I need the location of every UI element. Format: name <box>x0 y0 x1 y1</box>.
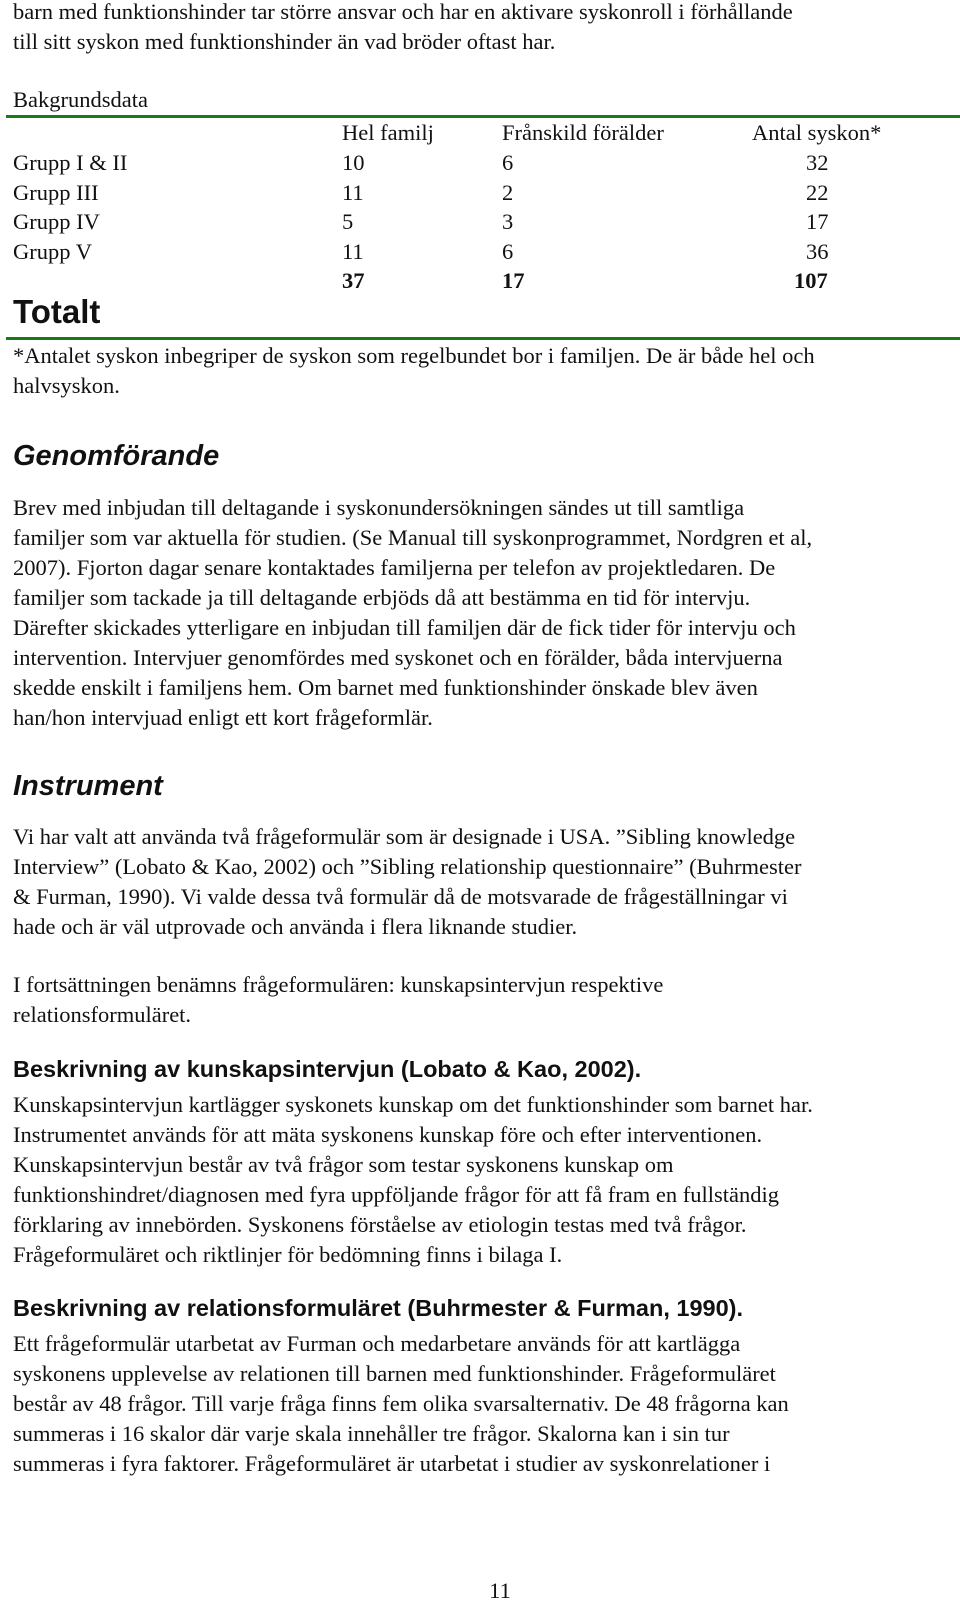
text-line: Vi har valt att använda två frågeformulär som är designade i USA. ”Sibling knowledge <box>13 824 796 849</box>
text-line: halvsyskon. <box>13 373 120 398</box>
column-header-franskild-foralder: Frånskild förälder <box>502 120 664 145</box>
text-line: hade och är väl utprovade och använda i flera liknande studier. <box>13 914 578 939</box>
column-header-antal-syskon: Antal syskon* <box>752 120 882 145</box>
text-line: Interview” (Lobato & Kao, 2002) och ”Sibling relationship questionnaire” (Buhrmester <box>13 854 802 879</box>
row-label: Grupp I & II <box>13 150 128 175</box>
cell-hel-familj: 11 <box>342 180 364 205</box>
text-line: Instrumentet används för att mäta syskonens kunskap före och efter interventionen. <box>13 1122 763 1147</box>
text-line: *Antalet syskon inbegriper de syskon som regelbundet bor i familjen. De är både hel och <box>13 343 815 368</box>
total-hel-familj: 37 <box>342 268 365 293</box>
cell-hel-familj: 11 <box>342 239 364 264</box>
text-line: Ett frågeformulär utarbetat av Furman och medarbetare används för att kartlägga <box>13 1331 741 1356</box>
table-footnote <box>13 341 948 401</box>
table-bottom-rule <box>6 337 960 340</box>
cell-franskild: 3 <box>502 209 514 234</box>
instrument-paragraph-1 <box>13 822 948 942</box>
cell-franskild: 6 <box>502 239 514 264</box>
text-line: funktionshindret/diagnosen med fyra uppföljande frågor för att få fram en fullständig <box>13 1182 780 1207</box>
cell-antal: 32 <box>806 150 829 175</box>
text-line: barn med funktionshinder tar större ansvar och har en aktivare syskonroll i förhållande <box>13 0 793 24</box>
text-line: familjer som tackade ja till deltagande erbjöds då att bestämma en tid för intervju. <box>13 585 751 610</box>
background-data-table <box>0 85 960 350</box>
table-title: Bakgrundsdata <box>13 87 148 112</box>
text-line: består av 48 frågor. Till varje fråga finns fem olika svarsalternativ. De 48 frågorna kan <box>13 1391 789 1416</box>
text-line: summeras i fyra faktorer. Frågeformuläret är utarbetat i studier av syskonrelationer i <box>13 1451 771 1476</box>
text-line: familjer som var aktuella för studien. (Se Manual till syskonprogrammet, Nordgren et al, <box>13 525 813 550</box>
text-line: Därefter skickades ytterligare en inbjudan till familjen där de fick tider för intervju och <box>13 615 796 640</box>
cell-antal: 22 <box>806 180 829 205</box>
total-antal: 107 <box>794 268 828 293</box>
text-line: syskonens upplevelse av relationen till barnen med funktionshinder. Frågeformuläret <box>13 1361 776 1386</box>
total-franskild: 17 <box>502 268 525 293</box>
text-line: Brev med inbjudan till deltagande i syskonundersökningen sändes ut till samtliga <box>13 495 745 520</box>
cell-antal: 36 <box>806 239 829 264</box>
relation-paragraph <box>13 1329 948 1479</box>
genomforande-paragraph <box>13 493 948 733</box>
cell-antal: 17 <box>806 209 829 234</box>
text-line: 2007). Fjorton dagar senare kontaktades familjerna per telefon av projektledaren. De <box>13 555 776 580</box>
text-line: till sitt syskon med funktionshinder än vad bröder oftast har. <box>13 29 556 54</box>
kunskap-paragraph <box>13 1090 948 1270</box>
total-label: Totalt <box>13 293 101 330</box>
cell-franskild: 2 <box>502 180 514 205</box>
row-label: Grupp III <box>13 180 99 205</box>
column-header-hel-familj: Hel familj <box>342 120 434 145</box>
cell-hel-familj: 10 <box>342 150 365 175</box>
text-line: han/hon intervjuad enligt ett kort frågeformlär. <box>13 705 433 730</box>
instrument-paragraph-2 <box>13 970 948 1030</box>
cell-hel-familj: 5 <box>342 209 354 234</box>
text-line: I fortsättningen benämns frågeformulären: kunskapsintervjun respektive <box>13 972 664 997</box>
text-line: summeras i 16 skalor där varje skala innehåller tre frågor. Skalorna kan i sin tur <box>13 1421 730 1446</box>
text-line: förklaring av innebörden. Syskonens förståelse av etiologin testas med två frågor. <box>13 1212 747 1237</box>
text-line: relationsformuläret. <box>13 1002 192 1027</box>
text-line: intervention. Intervjuer genomfördes med syskonet och en förälder, båda intervjuerna <box>13 645 783 670</box>
text-line: Kunskapsintervjun består av två frågor som testar syskonens kunskap om <box>13 1152 674 1177</box>
section-heading-genomforande: Genomförande <box>13 440 220 472</box>
row-label: Grupp IV <box>13 209 100 234</box>
text-line: Kunskapsintervjun kartlägger syskonets kunskap om det funktionshinder som barnet har. <box>13 1092 813 1117</box>
intro-paragraph <box>13 0 948 57</box>
text-line: & Furman, 1990). Vi valde dessa två formulär då de motsvarade de frågeställningar vi <box>13 884 788 909</box>
subsection-heading-relationsformularet: Beskrivning av relationsformuläret (Buhrmester & Furman, 1990). <box>13 1295 744 1321</box>
page-number: 11 <box>489 1578 511 1603</box>
subsection-heading-kunskapsintervjun: Beskrivning av kunskapsintervjun (Lobato & Kao, 2002). <box>13 1056 642 1082</box>
text-line: Frågeformuläret och riktlinjer för bedömning finns i bilaga I. <box>13 1242 563 1267</box>
text-line: skedde enskilt i familjens hem. Om barnet med funktionshinder önskade blev även <box>13 675 758 700</box>
row-label: Grupp V <box>13 239 92 264</box>
cell-franskild: 6 <box>502 150 514 175</box>
section-heading-instrument: Instrument <box>13 770 163 802</box>
